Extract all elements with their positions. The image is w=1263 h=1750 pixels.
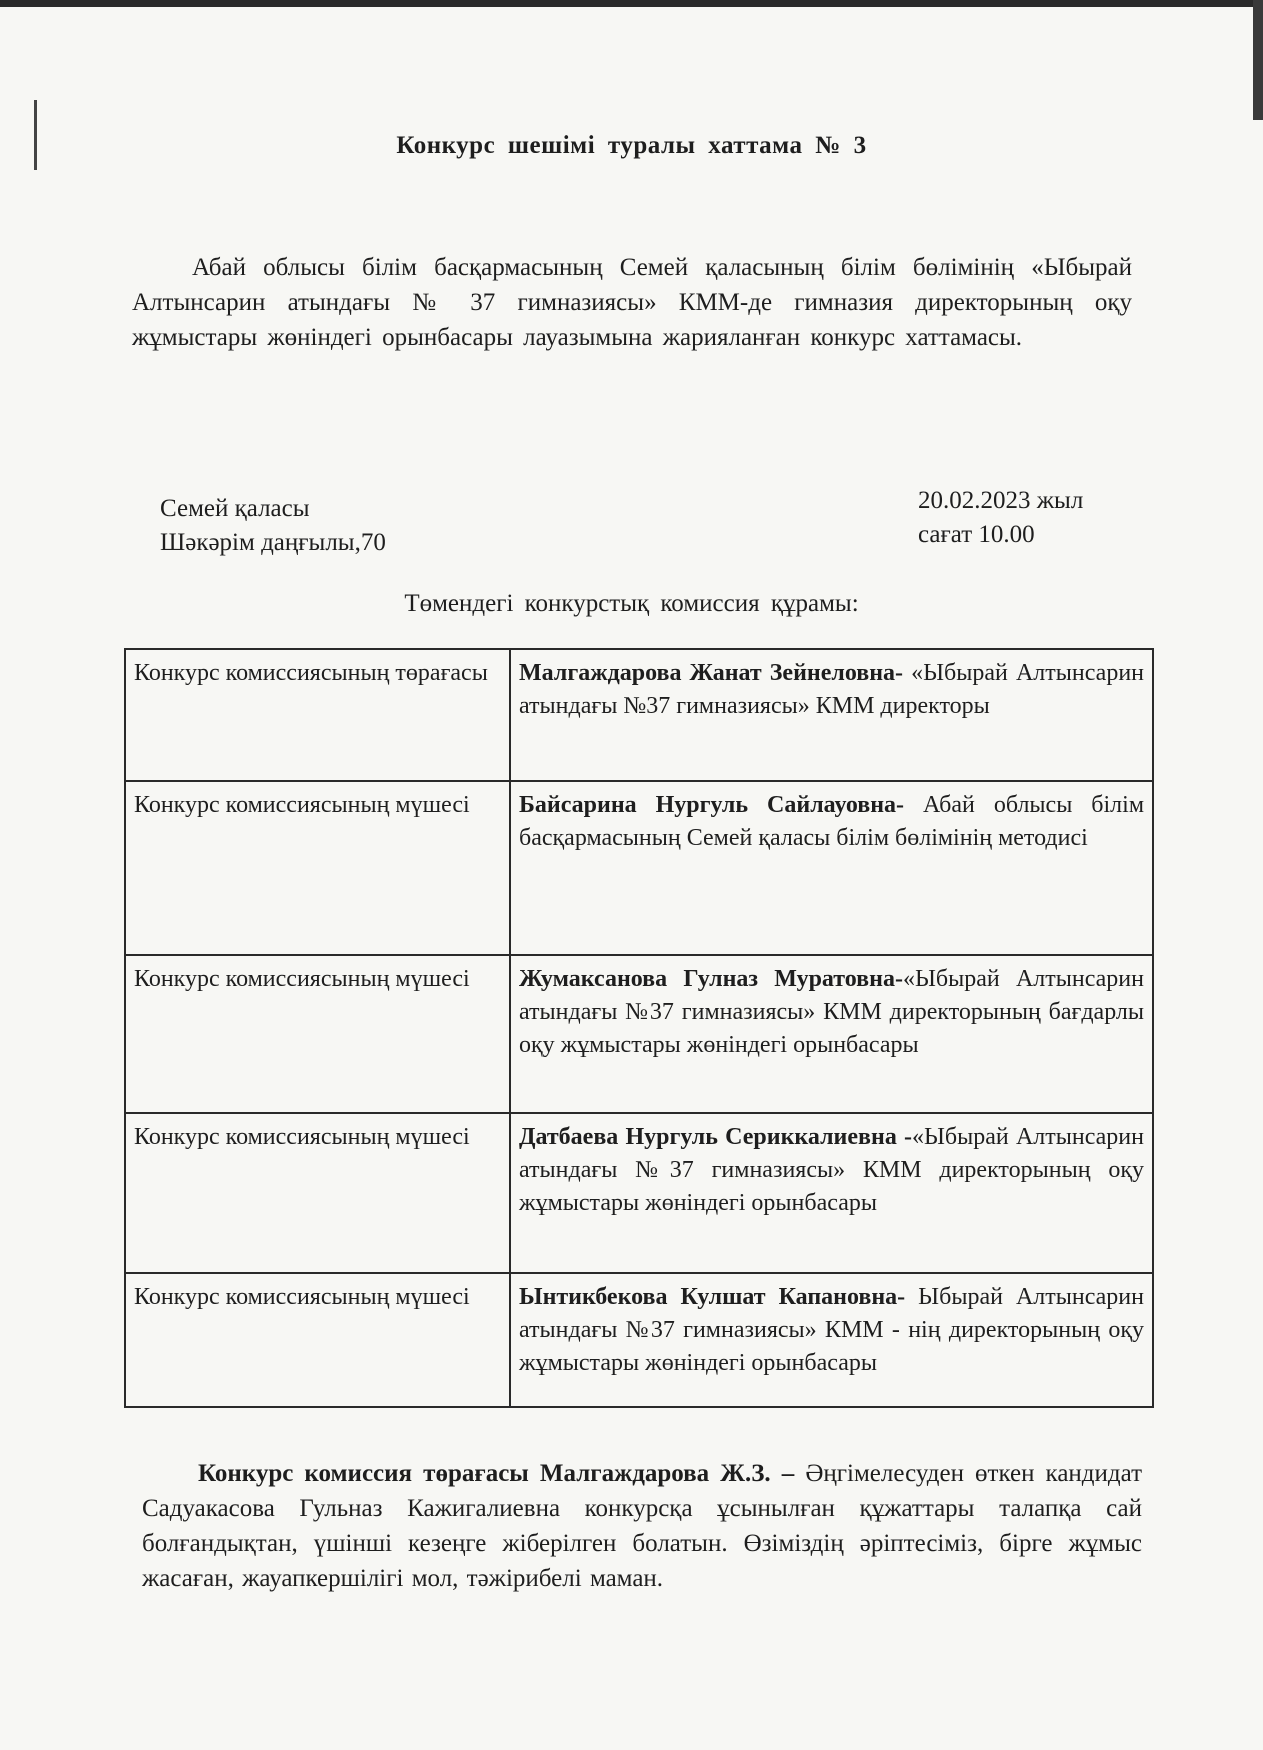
table-row	[125, 1273, 1153, 1407]
member-position: «Ыбырай Алтынсарин атындағы №37 гимназиясы» КММ директорының бағдарлы оқу жұмыстары жөніндегі орынбасары	[519, 966, 1144, 1058]
member-position: «Ыбырай Алтынсарин атындағы №37 гимназиясы» КММ директорының оқу жұмыстары жөніндегі орынбасары	[519, 1124, 1144, 1216]
datetime-block	[918, 484, 1083, 552]
member-cell	[510, 955, 1153, 1113]
commission-title: Төмендегі конкурстық комиссия құрамы:	[404, 590, 859, 617]
member-name: Байсарина Нургуль Сайлауовна-	[519, 792, 905, 818]
member-name: Датбаева Нургуль Сериккалиевна -	[519, 1124, 912, 1150]
intro-paragraph: Абай облысы білім басқармасының Семей қаласының білім бөлімінің «Ыбырай Алтынсарин атындағы № 37 гимназиясы» КММ-де гимназия директорының оқу жұмыстары жөніндегі орынбасары лауазымына жарияланған конкурс хаттамасы.	[132, 254, 1132, 351]
member-role: Конкурс комиссиясының мүшесі	[125, 955, 510, 1113]
place-address: Шәкәрім даңғылы,70	[160, 529, 386, 556]
member-role: Конкурс комиссиясының мүшесі	[125, 1113, 510, 1273]
member-name: Жумаксанова Гулназ Муратовна-	[519, 966, 903, 992]
commission-table	[124, 648, 1154, 1408]
member-position: Абай облысы білім басқармасының Семей қаласы білім бөлімінің методисі	[519, 792, 1145, 851]
meeting-date: 20.02.2023 жыл	[918, 487, 1084, 514]
member-cell	[510, 781, 1153, 955]
meeting-time: сағат 10.00	[918, 521, 1035, 548]
place-block	[160, 492, 386, 560]
table-row	[125, 781, 1153, 955]
member-position: «Ыбырай Алтынсарин атындағы №37 гимназиясы» КММ директоры	[519, 660, 1145, 719]
member-role: Конкурс комиссиясының мүшесі	[125, 1273, 510, 1407]
member-cell	[510, 1273, 1153, 1407]
scan-edge-right	[1253, 0, 1263, 120]
member-cell	[510, 1113, 1153, 1273]
table-row	[125, 649, 1153, 781]
member-name: Малгаждарова Жанат Зейнеловна-	[519, 660, 904, 686]
scan-edge-top	[0, 0, 1263, 7]
document-title: Конкурс шешімі туралы хаттама № 3	[396, 132, 867, 159]
table-row	[125, 1113, 1153, 1273]
member-role: Конкурс комиссиясының мүшесі	[125, 781, 510, 955]
member-name: Ынтикбекова Кулшат Капановна-	[519, 1284, 906, 1310]
place-city: Семей қаласы	[160, 495, 310, 522]
member-position: Ыбырай Алтынсарин атындағы №37 гимназиясы» КММ - нің директорының оқу жұмыстары жөніндегі орынбасары	[519, 1284, 1144, 1376]
member-role: Конкурс комиссиясының төрағасы	[125, 649, 510, 781]
decision-paragraph	[142, 1456, 1142, 1596]
member-cell	[510, 649, 1153, 781]
paragraph-text: Әңгімелесуден өткен кандидат Садуакасова Гульназ Кажигалиевна конкурсқа ұсынылған құжаттары талапқа сай болғандықтан, үшінші кезеңге жіберілген болатын. Өзіміздің әріптесіміз, бірге жұмыс жасаған, жауапкершілігі мол, тәжірибелі маман.	[142, 1460, 1142, 1592]
table-row	[125, 955, 1153, 1113]
paragraph-lead: Конкурс комиссия төрағасы Малгаждарова Ж.З. –	[198, 1460, 795, 1487]
